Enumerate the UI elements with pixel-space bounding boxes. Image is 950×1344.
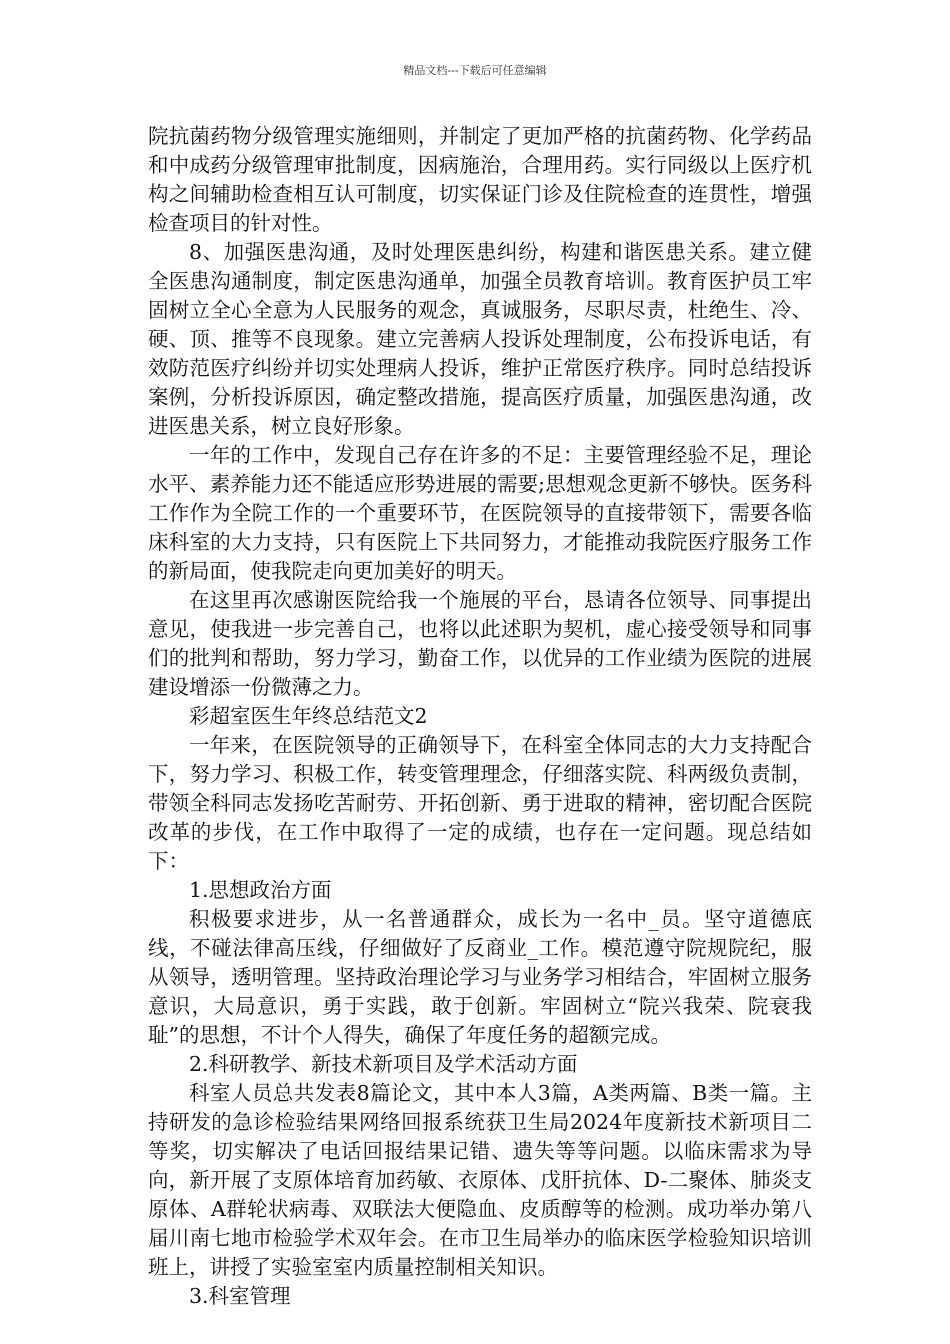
section-title-ultrasound-summary: 彩超室医生年终总结范文2	[189, 704, 428, 728]
paragraph-doctor-patient-communication: 8、加强医患沟通，及时处理医患纠纷，构建和谐医患关系。建立健全医患沟通制度，制定医患沟通单，加强全员教育培训。教育医护员工牢固树立全心全意为人民服务的观念，真诚服务，尽职尽责，杜绝生、冷、硬、顶、推等不良现象。建立完善病人投诉处理制度，公布投诉电话，有效防范医疗纠纷并切实处理病人投诉，维护正常医疗秩序。同时总结投诉案例，分析投诉原因，确定整改措施，提高医疗质量，加强医患沟通，改进医患关系，树立良好形象。	[148, 240, 812, 438]
paragraph-shortcomings: 一年的工作中，发现自己存在许多的不足：主要管理经验不足，理论水平、素养能力还不能适应形势进展的需要;思想观念更新不够快。医务科工作作为全院工作的一个重要环节，在医院领导的直接带领下，需要各临床科室的大力支持，只有医院上下共同努力，才能推动我院医疗服务工作的新局面，使我院走向更加美好的明天。	[148, 443, 812, 583]
heading-research-teaching: 2.科研教学、新技术新项目及学术活动方面	[189, 1052, 578, 1076]
document-body	[148, 122, 812, 1311]
paragraph-year-overview: 一年来，在医院领导的正确领导下，在科室全体同志的大力支持配合下，努力学习、积极工作，转变管理理念，仔细落实院、科两级负责制，带领全科同志发扬吃苦耐劳、开拓创新、勇于进取的精神，密切配合医院改革的步伐，在工作中取得了一定的成绩，也存在一定问题。现总结如下：	[148, 733, 812, 873]
paragraph-thanks: 在这里再次感谢医院给我一个施展的平台，恳请各位领导、同事提出意见，使我进一步完善自己，也将以此述职为契机，虚心接受领导和同事们的批判和帮助，努力学习，勤奋工作，以优异的工作业绩为医院的进展建设增添一份微薄之力。	[148, 588, 812, 699]
paragraph-political-thought: 积极要求进步，从一名普通群众，成长为一名中_员。坚守道德底线，不碰法律高压线，仔细做好了反商业_工作。模范遵守院规院纪，服从领导，透明管理。坚持政治理论学习与业务学习相结合，牢固树立服务意识，大局意识，勇于实践，敢于创新。牢固树立“院兴我荣、院衰我耻”的思想，不计个人得失，确保了年度任务的超额完成。	[148, 907, 812, 1047]
page-header: 精品文档---下载后可任意编辑	[403, 64, 547, 77]
paragraph-research-teaching: 科室人员总共发表8篇论文，其中本人3篇，A类两篇、B类一篇。主持研发的急诊检验结果网络回报系统获卫生局2024年度新技术新项目二等奖，切实解决了电话回报结果记错、遗失等等问题。以临床需求为导向，新开展了支原体培育加药敏、衣原体、戊肝抗体、D-二聚体、肺炎支原体、A群轮状病毒、双联法大便隐血、皮质醇等的检测。成功举办第八届川南七地市检验学术双年会。在市卫生局举办的临床医学检验知识培训班上，讲授了实验室室内质量控制相关知识。	[148, 1081, 812, 1279]
heading-political-thought: 1.思想政治方面	[189, 878, 332, 902]
paragraph-antibiotic-management: 院抗菌药物分级管理实施细则，并制定了更加严格的抗菌药物、化学药品和中成药分级管理审批制度，因病施治，合理用药。实行同级以上医疗机构之间辅助检查相互认可制度，切实保证门诊及住院检查的连贯性，增强检查项目的针对性。	[148, 124, 812, 235]
heading-department-management: 3.科室管理	[189, 1284, 291, 1308]
